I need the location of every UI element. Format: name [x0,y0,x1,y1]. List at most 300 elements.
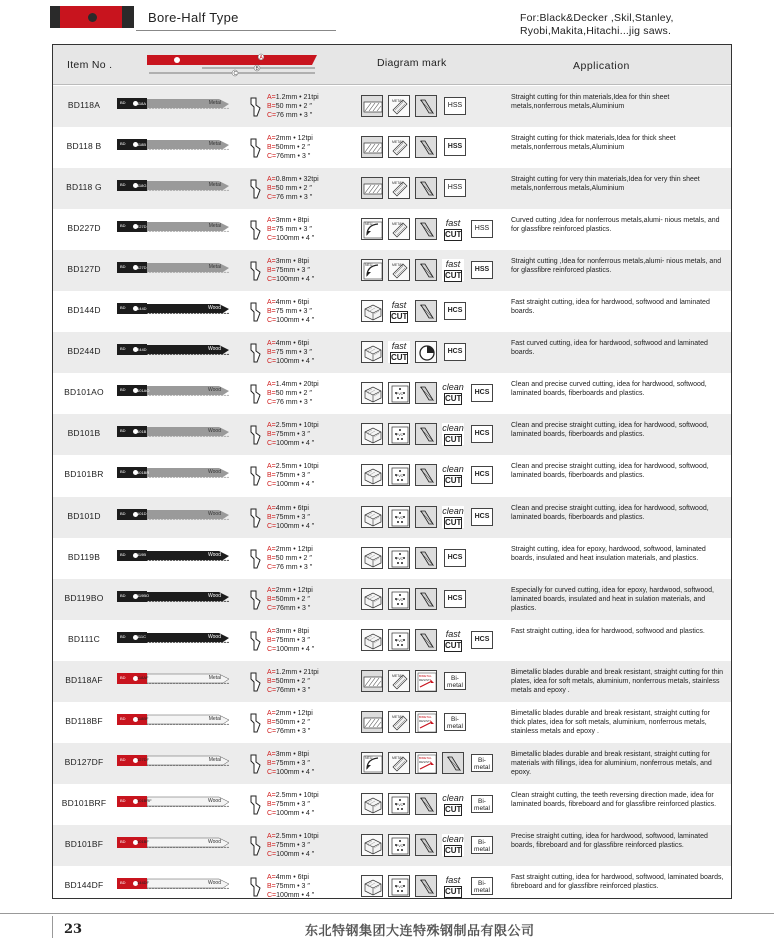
fast-icon: fast CUT [442,629,464,651]
svg-text:PVC: PVC [396,843,404,848]
header-divider [136,30,336,31]
spec-c: C=100mm • 4 ″ [267,891,315,899]
blade-profile-icon [248,178,262,198]
spec-b: B=75 mm • 3 ″ [267,308,312,316]
blade-table [52,44,732,899]
spec-c: C=100mm • 4 ″ [267,809,315,817]
blade-specs [267,462,319,489]
blade-specs [267,257,314,284]
item-code: BD144D [67,305,101,316]
table-row [53,209,731,250]
spec-c: C=100mm • 4 ″ [267,440,315,448]
pipe-icon [388,752,410,774]
material-badge: Bi- metal [471,795,493,813]
material-badge: HCS [471,425,493,443]
blade-profile-icon [248,835,262,855]
application-text: Precise straight cutting, idea for hardwood, softwood, laminated boards, fibreboard and for glassfibre reinforced plastics. [511,832,708,849]
blade-material-label: Metal [208,715,221,722]
blade-image: BD Metal 118BF [117,714,229,725]
blade-profile-icon [248,794,262,814]
spec-b: B=50mm • 2 ″ [267,144,310,152]
blade-specs [267,873,314,900]
profile-icon [415,793,437,815]
blade-profile-icon [248,876,262,896]
metal-icon [361,670,383,692]
fast-icon: fast CUT [442,875,464,897]
svg-text:NEU: NEU [365,222,373,227]
blade-material-label: Metal [208,756,221,763]
spec-c: C=76 mm • 3 ″ [267,399,313,407]
blade-material-label: Wood [208,510,221,517]
spec-a: A=2.5mm • 10tpi [267,463,319,471]
spec-b: B=75mm • 3 ″ [267,800,310,808]
spec-b: B=50mm • 2 ″ [267,677,310,685]
blade-specs [267,380,319,407]
blade-code-label: 227D [137,223,147,229]
blade-profile-icon [248,342,262,362]
material-badge: Bi- metal [471,754,493,772]
spec-b: B=75mm • 3 ″ [267,882,310,890]
metal-icon [361,95,383,117]
blade-profile-icon [248,548,262,568]
blade-image: BD Metal 118AF [117,673,229,684]
profile-icon [415,834,437,856]
blade-specs [267,134,313,161]
material-badge: HCS [444,302,466,320]
svg-text:PVC: PVC [396,802,404,807]
svg-text:PVC: PVC [396,597,404,602]
dots-icon [388,547,410,569]
fast-icon: fast CUT [442,259,464,281]
table-row [53,291,731,332]
blade-material-label: Metal [208,223,221,230]
column-application: Application [573,60,630,72]
spec-c: C=76mm • 3 ″ [267,727,311,735]
table-row [53,538,731,579]
material-badge: Bi- metal [444,672,466,690]
blade-material-label: Wood [208,633,221,640]
profile-icon [442,752,464,774]
compatibility-note: For:Black&Decker ,Skil,Stanley, Ryobi,Makita,Hitachi...jig saws. [520,12,674,37]
wood-icon [361,547,383,569]
svg-text:PVC: PVC [396,474,404,479]
spec-a: A=2mm • 12tpi [267,586,313,594]
blade-profile-icon [248,671,262,691]
table-row [53,620,731,661]
page-number: 23 [64,922,83,937]
svg-text:RESIST: RESIST [419,759,430,764]
svg-text:METAL: METAL [392,755,404,760]
pipe-icon [388,95,410,117]
profile-icon [415,547,437,569]
application-text: Fast straight cutting, idea for hardwood, softwood, laminated boards, fibreboard and for glassfibre reinforced plastics. [511,873,724,890]
bimetal-icon [415,752,437,774]
spec-b: B=75 mm • 3 ″ [267,226,312,234]
blade-material-label: Metal [208,141,221,148]
dim-b: B [255,66,259,72]
material-badge: HCS [471,466,493,484]
company-name: 东北特钢集团大连特殊钢制品有限公司 [305,924,535,939]
application-text: Fast straight cutting, idea for hardwood, softwood and plastics. [511,627,705,635]
dots-icon [388,588,410,610]
spec-c: C=100mm • 4 ″ [267,481,315,489]
blade-image: BD Metal 127DF [117,755,229,766]
item-code: BD101BRF [61,797,107,808]
svg-text:PVC: PVC [396,884,404,889]
blade-image: BD Wood 144D [117,303,229,314]
spec-c: C=100mm • 4 ″ [267,317,315,325]
blade-code-label: 101AO [137,387,150,393]
profile-icon [415,588,437,610]
blade-image: BD Metal 127D [117,262,229,273]
application-text: Straight cutting ,Idea for nonferrous metals,alumi- nious metals, and for glassfibre reinforced plastics. [511,258,722,275]
blade-material-label: Wood [208,387,221,394]
material-badge: HCS [444,343,466,361]
wood-icon [361,834,383,856]
spec-b: B=75mm • 3 ″ [267,636,310,644]
wood-icon [361,875,383,897]
bimetal-icon [415,711,437,733]
spec-b: B=50 mm • 2 ″ [267,554,312,562]
profile-icon [415,177,437,199]
application-text: Straight cutting for thin materials,Idea for thin sheet metals,nonferrous metals,Aluminium [511,94,670,110]
blade-image: BD Wood 101BRF [117,796,229,807]
spec-b: B=75mm • 3 ″ [267,759,310,767]
material-badge: HCS [471,631,493,649]
bimetal-icon [415,670,437,692]
dots-icon [388,506,410,528]
spec-c: C=100mm • 4 ″ [267,276,315,284]
spec-b: B=50 mm • 2 ″ [267,390,312,398]
spec-a: A=4mm • 6tpi [267,299,309,307]
blade-specs [267,175,319,202]
curve-icon [361,259,383,281]
blade-image: BD Wood 101B [117,426,229,437]
blade-specs [267,832,319,859]
blade-image: BD Wood 119B [117,550,229,561]
pipe-icon [388,670,410,692]
blade-specs [267,668,319,695]
table-row [53,661,731,702]
pipe-icon [388,177,410,199]
blade-specs [267,216,314,243]
table-row [53,579,731,620]
svg-text:PVC: PVC [396,433,404,438]
header-blade-diagram [147,51,317,81]
spec-c: C=76 mm • 3 ″ [267,563,313,571]
item-code: BD101BF [64,838,104,849]
spec-b: B=75mm • 3 ″ [267,513,310,521]
svg-text:METAL: METAL [392,263,404,268]
spec-b: B=50 mm • 2 ″ [267,103,312,110]
material-badge: HSS [471,220,493,238]
spec-c: C=76mm • 3 ″ [267,153,311,161]
spec-b: B=75mm • 3 ″ [267,267,310,275]
blade-profile-icon [248,260,262,280]
column-diagram-mark: Diagram mark [377,57,447,69]
item-code: BD244D [67,346,101,357]
blade-specs [267,586,313,613]
item-code: BD111C [67,633,101,644]
svg-text:METAL: METAL [392,222,404,227]
dots-icon [388,875,410,897]
table-row [53,86,731,127]
round-icon [415,341,437,363]
blade-specs [267,791,319,818]
dots-icon [388,793,410,815]
spec-a: A=2mm • 12tpi [267,135,313,143]
profile-icon [415,95,437,117]
spec-b: B=75mm • 3 ″ [267,431,310,439]
blade-specs [267,545,313,572]
blade-material-label: Metal [208,264,221,271]
table-row [53,332,731,373]
blade-material-label: Wood [208,469,221,476]
blade-code-label: 144DF [137,880,150,886]
blade-material-label: Wood [208,592,221,599]
spec-a: A=4mm • 6tpi [267,340,309,348]
item-code: BD101AO [64,387,104,398]
dots-icon [388,382,410,404]
spec-c: C=76 mm • 3 ″ [267,194,313,202]
application-text: Bimetallic blades durable and break resistant, straight cutting for thin plates, idea for soft metals, aluminium, nonferrous metals, stainless metals and epoxy . [511,668,724,694]
fast-icon: fast CUT [388,300,410,322]
curve-icon [361,752,383,774]
material-badge: HCS [471,508,493,526]
table-row [53,414,731,455]
spec-a: A=4mm • 6tpi [267,873,309,881]
blade-code-label: 127D [137,264,147,270]
svg-text:PVC: PVC [396,556,404,561]
pipe-icon [388,218,410,240]
spec-a: A=4mm • 6tpi [267,504,309,512]
clean-icon: clean CUT [442,423,464,445]
svg-text:METAL: METAL [392,99,404,103]
table-header [53,45,731,85]
blade-image: BD Wood 244D [117,344,229,355]
blade-code-label: 101BR [137,469,150,475]
clean-icon: clean CUT [442,833,464,855]
blade-material-label: Wood [208,428,221,435]
blade-material-label: Metal [208,182,221,189]
blade-code-label: 119B [137,552,147,558]
pipe-icon [388,136,410,158]
item-code: BD101B [67,428,101,439]
blade-profile-icon [248,137,262,157]
blade-profile-icon [248,301,262,321]
table-row [53,455,731,496]
svg-text:BIMETAL: BIMETAL [419,673,432,678]
svg-text:METAL: METAL [392,714,404,719]
item-code: BD101D [67,510,101,521]
blade-material-label: Wood [208,838,221,845]
application-text: Straight cutting for very thin materials,Idea for very thin sheet metals,nonferrous metals,Aluminium [511,176,700,193]
item-code: BD144DF [64,879,104,890]
blade-profile-icon [248,465,262,485]
fast-icon: fast CUT [442,218,464,240]
wood-icon [361,793,383,815]
wood-icon [361,464,383,486]
blade-image: BD Wood 111C [117,632,229,643]
svg-text:PVC: PVC [396,638,404,643]
svg-text:METAL: METAL [392,673,404,678]
material-badge: HSS [444,97,466,115]
blade-code-label: 144D [137,305,147,311]
application-text: Clean and precise straight cutting, idea for hardwood, softwood, laminated boards, fiberboards and plastics. [511,504,709,521]
svg-text:RESIST: RESIST [419,718,430,723]
metal-icon [361,177,383,199]
profile-icon [415,136,437,158]
dim-c: C [233,71,238,77]
blade-specs [267,504,314,531]
profile-icon [415,259,437,281]
page-title: Bore-Half Type [148,10,239,25]
spec-c: C=100mm • 4 ″ [267,235,315,243]
blade-image: BD Wood 144DF [117,878,229,889]
item-code: BD127D [67,264,101,275]
spec-c: C=100mm • 4 ″ [267,850,315,858]
material-badge: HSS [444,179,466,197]
spec-a: A=0.8mm • 32tpi [267,176,319,184]
table-row [53,784,731,825]
page-header [50,6,350,30]
spec-c: C=100mm • 4 ″ [267,645,315,653]
material-badge: HCS [444,590,466,608]
material-badge: Bi- metal [444,713,466,731]
blade-code-label: 118B [137,141,147,147]
spec-b: B=75mm • 3 ″ [267,472,310,480]
blade-specs [267,298,314,325]
blade-code-label: 111C [137,634,146,640]
fast-icon: fast CUT [388,341,410,363]
material-badge: HCS [471,384,493,402]
wood-icon [361,629,383,651]
material-badge: HSS [471,261,493,279]
dots-icon [388,423,410,445]
svg-text:PVC: PVC [396,392,404,397]
blade-material-label: Wood [208,879,221,886]
application-text: Clean and precise straight cutting, idea for hardwood, softwood, laminated boards, fiberboards and plastics. [511,422,709,439]
blade-specs [267,709,313,736]
blade-code-label: 119BO [137,593,150,599]
spec-c: C=76 mm • 3 ″ [267,112,313,119]
blade-material-label: Wood [208,797,221,804]
wood-icon [361,506,383,528]
blade-image: BD Metal 118A [117,98,229,109]
blade-code-label: 101BF [137,839,149,845]
blade-profile-icon [248,589,262,609]
column-item-no: Item No . [67,59,113,71]
table-row [53,168,731,209]
table-row [53,702,731,743]
item-code: BD119B [67,551,101,562]
svg-text:METAL: METAL [392,181,404,186]
blade-profile-icon [248,507,262,527]
application-text: Curved cutting ,Idea for nonferrous metals,alumi- nious metals, and for glassfibre reinforced plastics. [511,217,720,234]
svg-text:PVC: PVC [396,515,404,520]
profile-icon [415,629,437,651]
item-code: BD127DF [64,756,104,767]
profile-icon [415,875,437,897]
blade-code-label: 118G [137,182,147,188]
spec-b: B=75mm • 3 ″ [267,841,310,849]
wood-icon [361,300,383,322]
material-badge: HSS [444,138,466,156]
blade-specs [267,627,314,654]
spec-a: A=2.5mm • 10tpi [267,791,319,799]
application-text: Clean straight cutting, the teeth reversing direction made, idea for laminated boards, fibreboard and for glassfibre reinforced plastics. [511,791,717,808]
spec-a: A=3mm • 8tpi [267,627,309,635]
profile-icon [415,464,437,486]
table-row [53,825,731,866]
curve-icon [361,218,383,240]
svg-text:NEU: NEU [365,755,373,760]
blade-specs [267,750,314,777]
table-row [53,373,731,414]
item-code: BD118AF [65,674,103,685]
blade-material-label: Metal [208,674,221,681]
clean-icon: clean CUT [442,505,464,527]
application-text: Especially for curved cutting, idea for epoxy, hardwood, softwood, laminated boards, insulated and heat in sulation materials, and plastics. [511,586,714,612]
spec-c: C=100mm • 4 ″ [267,522,315,530]
wood-icon [361,382,383,404]
blade-image: BD Wood 119BO [117,591,229,602]
footer-divider [0,913,774,914]
application-text: Clean and precise straight cutting, idea for hardwood, softwood, laminated boards, fiberboards and plastics. [511,463,709,480]
wood-icon [361,588,383,610]
spec-a: A=3mm • 8tpi [267,750,309,758]
material-badge: Bi- metal [471,836,493,854]
profile-icon [415,423,437,445]
profile-icon [415,382,437,404]
blade-profile-icon [248,383,262,403]
blade-specs [267,339,314,366]
spec-a: A=2.5mm • 10tpi [267,832,319,840]
pipe-icon [388,259,410,281]
clean-icon: clean CUT [442,464,464,486]
wood-icon [361,423,383,445]
spec-c: C=100mm • 4 ″ [267,768,315,776]
wood-icon [361,341,383,363]
blade-code-label: 118A [137,100,147,106]
blade-profile-icon [248,219,262,239]
blade-profile-icon [248,424,262,444]
item-code: BD119BO [64,592,104,603]
spec-a: A=1.4mm • 20tpi [267,381,319,389]
metal-icon [361,711,383,733]
spec-a: A=2mm • 12tpi [267,545,313,553]
spec-b: B=75 mm • 3 ″ [267,349,312,357]
spec-c: C=76mm • 3 ″ [267,686,311,694]
spec-a: A=3mm • 8tpi [267,217,309,225]
svg-text:METAL: METAL [392,140,404,145]
application-text: Bimetallic blades durable and break resistant, straight cutting for materials with fillings, idea for aluminium, nonferrous metals, and epoxy. [511,750,712,776]
blade-profile-icon [248,753,262,773]
clean-icon: clean CUT [442,792,464,814]
blade-code-label: 118AF [137,675,149,681]
spec-c: C=76mm • 3 ″ [267,604,311,612]
brand-logo [50,6,134,28]
blade-code-label: 118BF [137,716,149,722]
blade-image: BD Metal 227D [117,221,229,232]
profile-icon [415,300,437,322]
table-row [53,250,731,291]
blade-profile-icon [248,96,262,116]
spec-a: A=2.5mm • 10tpi [267,422,319,430]
item-code: BD118 B [66,141,102,152]
blade-image: BD Metal 118B [117,139,229,150]
table-row [53,866,731,907]
